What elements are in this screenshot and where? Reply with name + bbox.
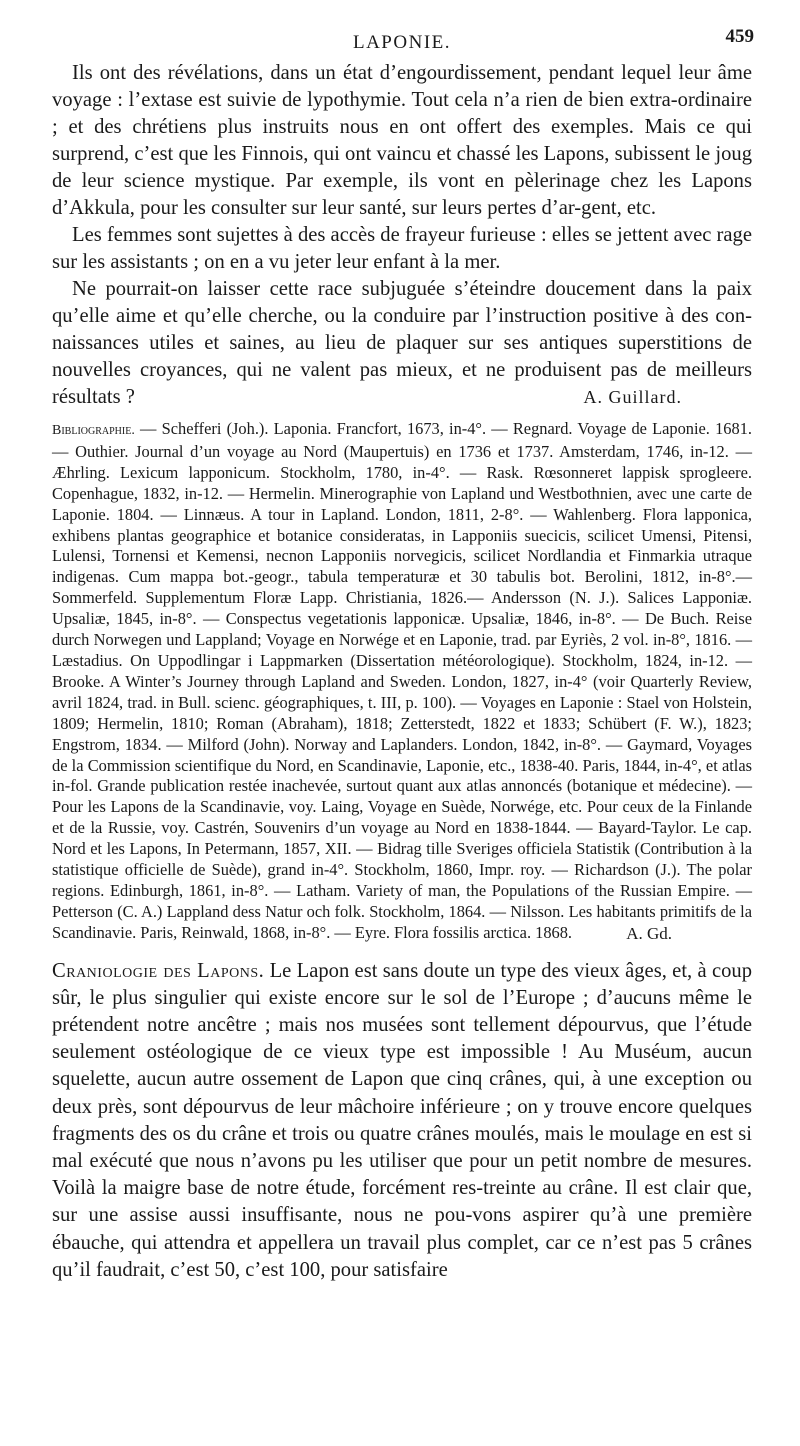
paragraph: Les femmes sont sujettes à des accès de frayeur furieuse : elles se jettent avec rage sur les assistants ; on en a vu jeter leur enfant à la mer.	[52, 224, 752, 273]
paragraph: Ils ont des révélations, dans un état d’engourdissement, pendant lequel leur âme voyage : l’extase est suivie de lypothymie. Tout cela n’a rien de bien extra-ordinaire ; et des chrétiens plus instruits nous en ont offert des exemples. Mais ce qui surprend, c’est que les Finnois, qui ont vaincu et chassé les Lapons, subissent le joug de leur science mystique. Par exemple, ils vont en pèlerinage chez les Lapons d’Akkula, pour les consulter sur leur santé, sur leurs pertes d’ar-gent, etc.	[52, 62, 752, 219]
paragraph: Ne pourrait-on laisser cette race subjuguée s’éteindre doucement dans la paix qu’elle aime et qu’elle cherche, ou la conduire par l’instruction positive à des con-naissances utiles et saines, au lieu de plaquer sur ses antiques superstitions de nouvelles croyances, qui ne valent pas mieux, et ne produisent pas de meilleurs résultats ?	[52, 278, 752, 408]
page-number: 459	[725, 26, 754, 47]
page-header	[52, 26, 754, 60]
craniologie-section	[52, 958, 752, 1284]
bibliography	[52, 419, 752, 944]
section-text: Le Lapon est sans doute un type des vieux âges, et, à coup sûr, le plus singulier qui existe encore sur le sol de l’Europe ; d’aucuns même le prétendent notre ancêtre ; mais nos musées sont tellement dépourvus, que l’étude seulement ostéologique de ce vieux type est impossible ! Au Muséum, aucun squelette, aucun autre ossement de Lapon que cinq crânes, qui, à une exception ou deux près, sont dépourvus de leur mâchoire inférieure ; on y trouve encore quelques fragments des os du crâne et trois ou quatre crânes moulés, mais le moulage en est si mal exécuté que nous n’avons pu les utiliser que pour un petit nombre de mesures. Voilà la maigre base de notre étude, forcément res-treinte au crâne. Il est clair que, sur une assise aussi insuffisante, nous ne pou-vons aspirer qu’à une première ébauche, qui attendra et appellera un travail plus complet, car ce n’est pas 5 crânes qu’il faudrait, c’est 50, c’est 100, pour satisfaire	[52, 959, 752, 1281]
bibliography-label: Bibliographie.	[52, 423, 135, 438]
section-heading: Craniologie des Lapons.	[52, 959, 265, 982]
main-text	[52, 60, 752, 411]
bibliography-text: — Schefferi (Joh.). Laponia. Francfort, 1673, in-4°. — Regnard. Voyage de Laponie. 1681. — Outhier. Journal d’un voyage au Nord (Maupertuis) en 1736 et 1737. Amsterdam, 1746, in-12. — Æhrling. Lexicum lapponicum. Stockholm, 1780, in-4°. — Rask. Rœsonneret lappisk sprogleere. Copenhague, 1832, in-12. — Hermelin. Minerographie von Lapland und Westbothnien, avec une carte de Laponie. 1804. — Linnæus. A tour in Lapland. London, 1811, 2-8°. — Wahlenberg. Flora lapponica, exhibens plantas geographice et botanice consideratas, in Lapponiis suecicis, scilicet Umensi, Pitensi, Lulensi, Tornensi et Kemensi, necnon Lapponiis norvegicis, scilicet Nordlandia et Finmarkia utraque indigenas. Cum mappa bot.-geogr., tabula temperaturæ et 30 tabulis bot. Berolini, 1812, in-8°.— Sommerfeld. Supplementum Floræ Lapp. Christiania, 1826.— Andersson (N. J.). Salices Lapponiæ. Upsaliæ, 1845, in-8°. — Conspectus vegetationis lapponicæ. Upsaliæ, 1846, in-8°. — De Buch. Reise durch Norwegen und Lappland; Voyage en Norwége et en Laponie, trad. par Eyriès, 2 vol. in-8°, 1816. — Læstadius. On Uppodlingar i Lappmarken (Dissertation météorologique). Stockholm, 1824, in-12. — Brooke. A Winter’s Journey through Lapland and Sweden. London, 1827, in-4° (voir Quarterly Review, avril 1824, trad. in Bull. scienc. géographiques, t. III, p. 100). — Voyages en Laponie : Stael von Holstein, 1809; Hermelin, 1810; Roman (Abraham), 1818; Zetterstedt, 1822 et 1833; Schübert (F. W.), 1823; Engstrom, 1834. — Milford (John). Norway and Laplanders. London, 1842, in-8°. — Gaymard, Voyages de la Commission scientifique du Nord, en Scandinavie, Laponie, etc., 1838-40. Paris, 1844, in-4°, et atlas in-fol. Grande publication restée inachevée, surtout quant aux atlas annoncés (botanique et médecine). — Pour les Lapons de la Scandinavie, voy. Laing, Voyage en Suède, Norwége, etc. Pour ceux de la Finlande et de la Russie, voy. Castrén, Souvenirs d’un voyage au Nord en 1838-1844. — Bayard-Taylor. Le cap. Nord et les Lapons, In Petermann, 1857, XII. — Bidrag tille Sveriges officiela Statistik (Contribution à la statistique officielle de Suède), grand in-4°. Stockholm, 1860, Impr. roy. — Richardson (J.). The polar regions. Edinburgh, 1861, in-8°. — Latham. Variety of man, the Populations of the Russian Empire. — Petterson (C. A.) Lappland dess Natur och folk. Stockholm, 1864. — Nilsson. Les habitants primitifs de la Scandinavie. Paris, Reinwald, 1868, in-8°. — Eyre. Flora fossilis arctica. 1868.	[52, 419, 752, 942]
bibliography-signature: A. Gd.	[626, 923, 672, 943]
running-head: LAPONIE.	[352, 32, 452, 53]
author-signature: A. Guillard.	[583, 387, 682, 407]
